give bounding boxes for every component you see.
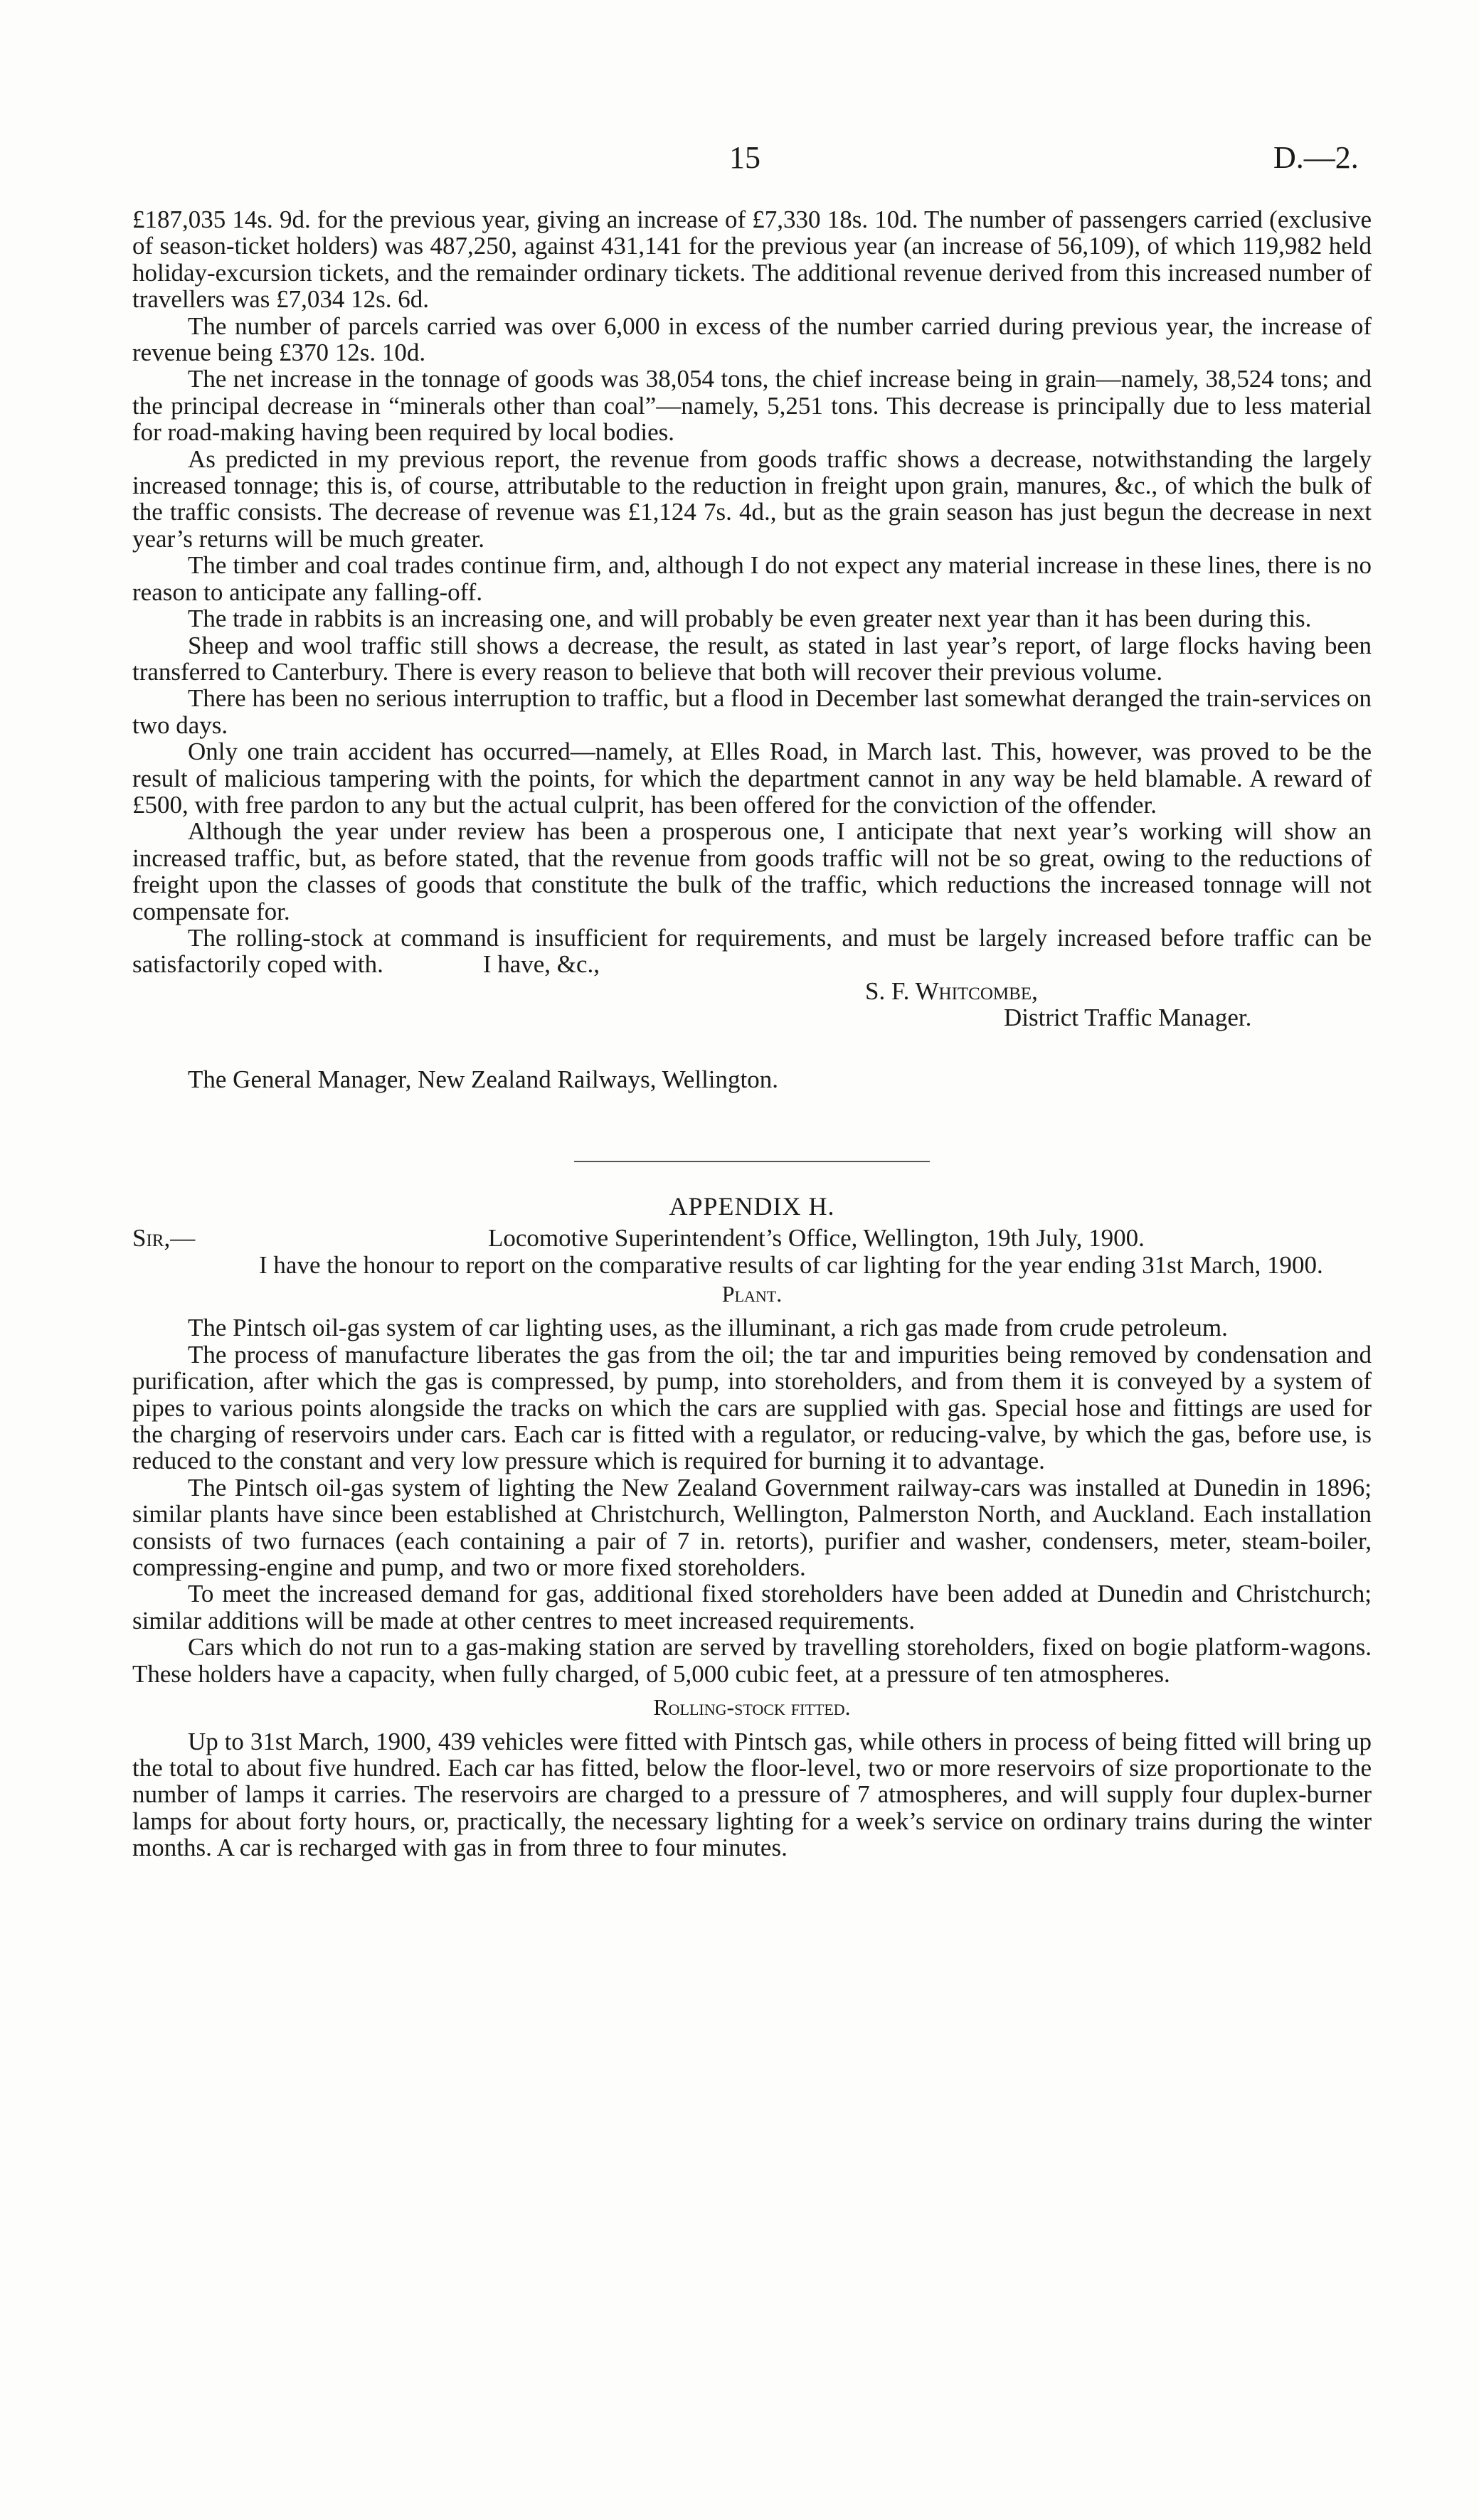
traffic-report <box>132 206 1378 1093</box>
report-paragraph: The timber and coal trades continue firm, and, although I do not expect any material increase in these lines, there is no reason to anticipate any falling-off. <box>132 551 1372 606</box>
report-paragraph: Sheep and wool traffic still shows a decrease, the result, as stated in last year’s report, of large flocks having been transferred to Canterbury. There is every reason to believe that both will recover their previous volume. <box>132 631 1372 686</box>
rolling-stock-paragraph: Up to 31st March, 1900, 439 vehicles were fitted with Pintsch gas, while others in process of being fitted will bring up the total to about five hundred. Each car has fitted, below the floor-level, two or more reservoirs of size proportionate to the number of lamps it carries. The reservoirs are charged to a pressure of 7 atmospheres, and will supply four duplex-burner lamps for about forty hours, or, practically, the necessary lighting for a week’s service on ordinary trains during the winter months. A car is recharged with gas in from three to four minutes. <box>132 1727 1372 1862</box>
report-paragraph: Although the year under review has been a prosperous one, I anticipate that next year’s working will show an increased traffic, but, as before stated, that the revenue from goods traffic will not be so great, owing to the reductions of freight upon the classes of goods that constitute the bulk of the traffic, which reductions the increased tonnage will not compensate for. <box>132 817 1372 925</box>
report-paragraph: The net increase in the tonnage of goods was 38,054 tons, the chief increase being in grain—namely, 38,524 tons; and the principal decrease in “minerals other than coal”—namely, 5,251 tons. This decrease is principally due to less material for road-making having been required by local bodies. <box>132 365 1372 447</box>
signature-block <box>132 978 1372 1063</box>
report-paragraph: The number of parcels carried was over 6,000 in excess of the number carried during previous year, the increase of revenue being £370 12s. 10d. <box>132 312 1372 367</box>
appendix-title: APPENDIX H. <box>669 1192 835 1221</box>
report-closing: The rolling-stock at command is insufficient for requirements, and must be largely increased before traffic can be satisfactorily coped with. I have, &c., <box>132 923 1378 979</box>
plant-paragraph: Cars which do not run to a gas-making station are served by travelling storeholders, fixed on bogie platform-wagons. These holders have a capacity, when fully charged, of 5,000 cubic feet, at a pressure of ten atmospheres. <box>132 1633 1372 1688</box>
rolling-stock-heading: Rolling-stock fitted. <box>653 1694 851 1721</box>
document-reference: D.—2. <box>1273 140 1359 175</box>
plant-paragraph: The Pintsch oil-gas system of lighting the New Zealand Government railway-cars was installed at Dunedin in 1896; similar plants have since been established at Christchurch, Wellington, Palmerston North, and Auckland. Each installation consists of two furnaces (each containing a pair of 7 in. retorts), purifier and washer, condensers, meter, steam-boiler, compressing-engine and pump, and two or more fixed storeholders. <box>132 1473 1372 1582</box>
plant-paragraph: The process of manufacture liberates the gas from the oil; the tar and impurities being removed by condensation and purification, after which the gas is compressed, by pump, into storeholders, and from them it is conveyed by a system of pipes to various points alongside the tracks on which the cars are supplied with gas. Special hose and fittings are used for the charging of reservoirs under cars. Each car is fitted with a regulator, or reducing-valve, by which the gas, before use, is reduced to the constant and very low pressure which is required for burning it to advantage. <box>132 1340 1372 1475</box>
report-paragraph: There has been no serious interruption to traffic, but a flood in December last somewhat deranged the train-services on two days. <box>132 684 1372 739</box>
page-body <box>132 206 1378 1862</box>
salutation-line <box>132 1225 1372 1252</box>
signature-title: District Traffic Manager. <box>1004 1003 1252 1031</box>
report-paragraph: £187,035 14s. 9d. for the previous year, giving an increase of £7,330 18s. 10d. The number of passengers carried (exclusive of season-ticket holders) was 487,250, against 431,141 for the previous year (an increase of 56,109), of which 119,982 held holiday-excursion tickets, and the remainder ordinary tickets. The additional revenue derived from this increased number of travellers was £7,034 12s. 6d. <box>132 206 1372 314</box>
plant-heading: Plant. <box>721 1281 783 1307</box>
plant-paragraph: To meet the increased demand for gas, additional fixed storeholders have been added at Dunedin and Christchurch; similar additions will be made at other centres to meet increased requirements. <box>132 1580 1372 1634</box>
page-number: 15 <box>729 140 760 175</box>
report-paragraph: Only one train accident has occurred—namely, at Elles Road, in March last. This, however, was proved to be the result of malicious tampering with the points, for which the department cannot in any way be held blamable. A reward of £500, with free pardon to any but the actual culprit, has been offered for the conviction of the offender. <box>132 738 1372 819</box>
appendix-intro: I have the honour to report on the comparative results of car lighting for the year ending 31st March, 1900. <box>259 1250 1323 1279</box>
report-paragraph: The trade in rabbits is an increasing one, and will probably be even greater next year than it has been during this. <box>188 605 1312 633</box>
salutation: Sir,— <box>132 1223 196 1252</box>
addressee: The General Manager, New Zealand Railways, Wellington. <box>188 1065 778 1093</box>
office-dateline: Locomotive Superintendent’s Office, Wellington, 19th July, 1900. <box>488 1223 1145 1252</box>
signature-name: S. F. Whitcombe, <box>865 977 1038 1005</box>
section-divider <box>574 1161 930 1162</box>
plant-paragraph: The Pintsch oil-gas system of car lighting uses, as the illuminant, a rich gas made from crude petroleum. <box>188 1314 1228 1342</box>
page-header <box>0 139 1479 182</box>
report-paragraph: As predicted in my previous report, the revenue from goods traffic shows a decrease, notwithstanding the largely increased tonnage; this is, of course, attributable to the reduction in freight upon grain, manures, &c., of which the bulk of the traffic consists. The decrease of revenue was £1,124 7s. 4d., but as the grain season has just begun the decrease in next year’s returns will be much greater. <box>132 445 1372 553</box>
appendix-h <box>132 1193 1372 1861</box>
